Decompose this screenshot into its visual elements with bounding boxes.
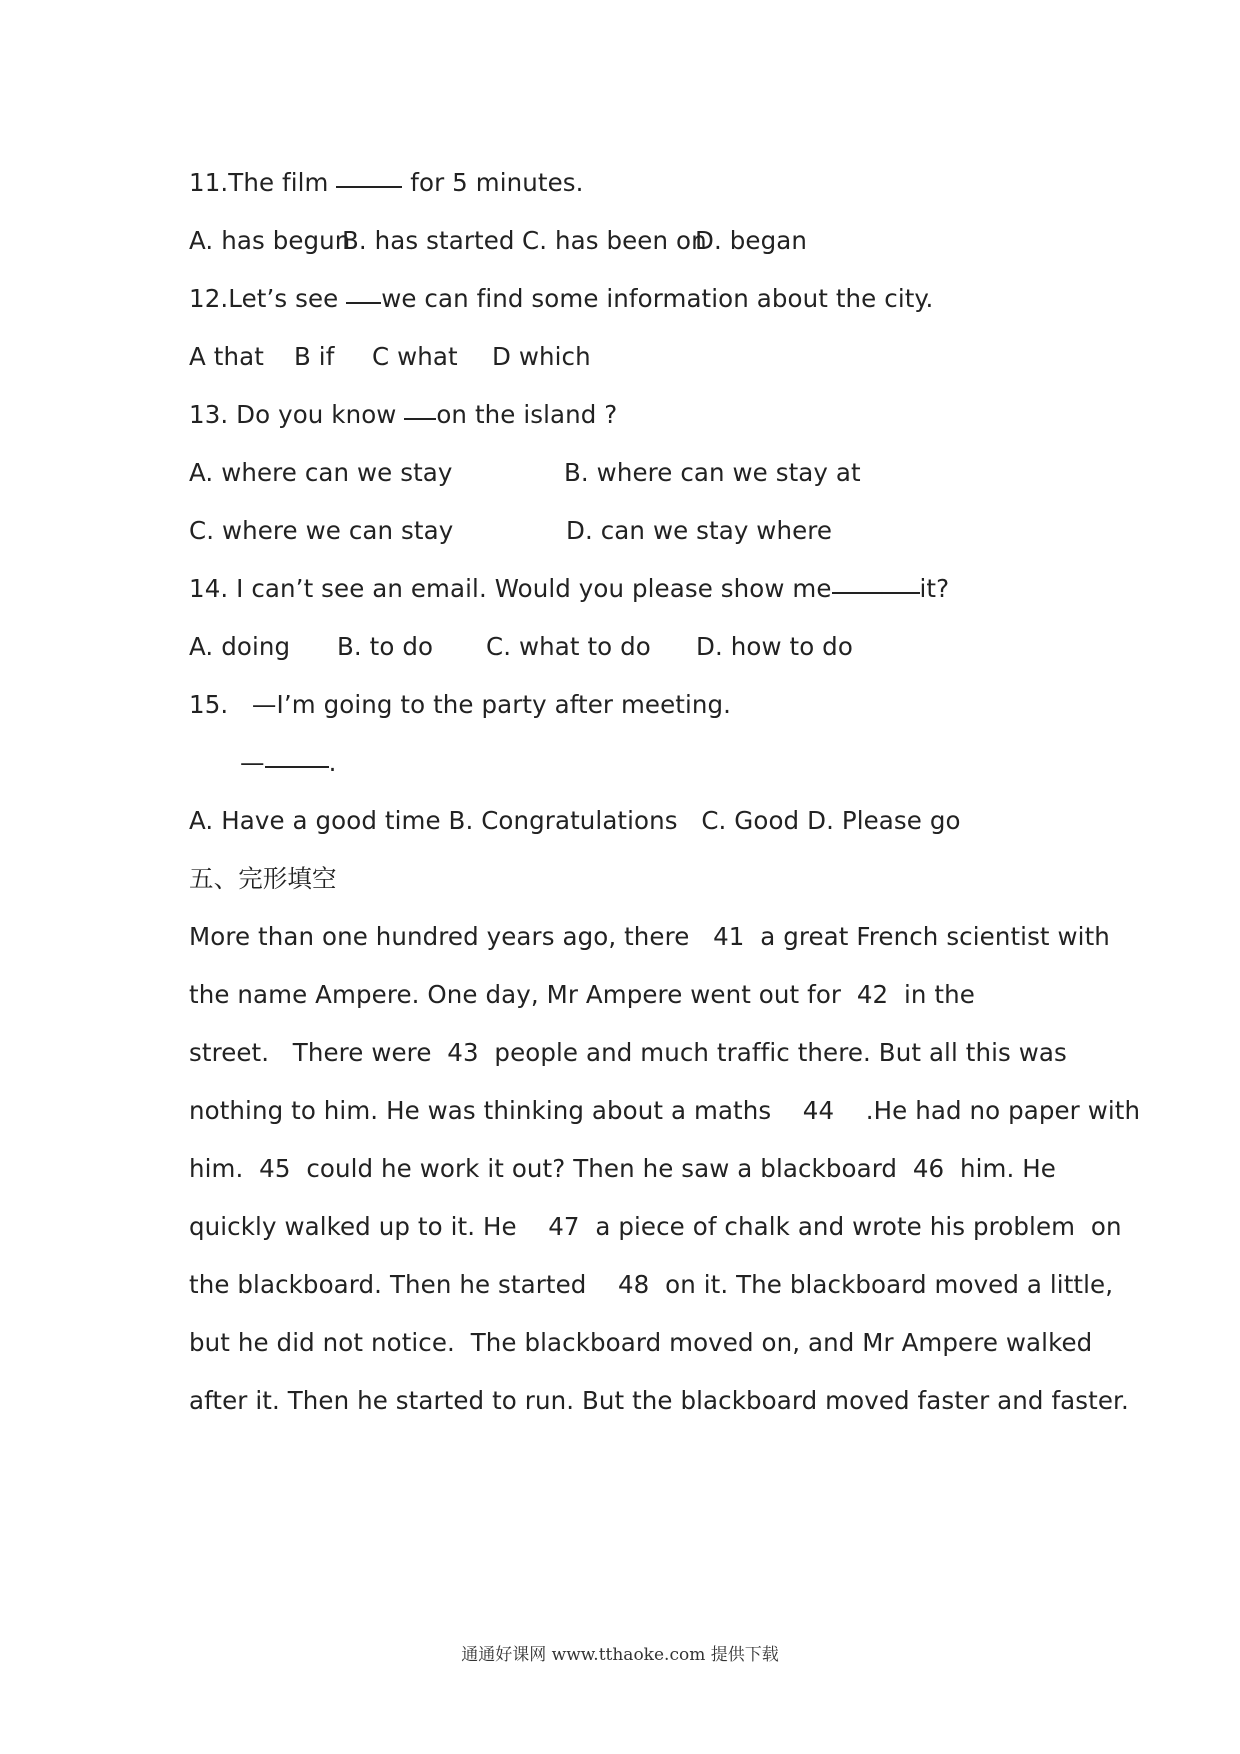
passage-line: quickly walked up to it. He 47 a piece of chalk and wrote his problem on [189, 1212, 1122, 1241]
question-12-options [189, 342, 591, 372]
answer-blank [404, 418, 436, 420]
passage-line: him. 45 could he work it out? Then he saw a blackboard 46 him. He [189, 1154, 1056, 1183]
option-d: D. how to do [696, 632, 853, 661]
option-c: C. what to do [486, 632, 651, 661]
answer-blank [265, 766, 329, 768]
option-d: D. can we stay where [566, 516, 833, 545]
option-d: D. began [695, 226, 807, 255]
option-d: D. Please go [807, 806, 961, 835]
answer-blank [832, 592, 920, 594]
question-15-stem: 15. —I’m going to the party after meeting. [189, 690, 732, 719]
option-c: C what [372, 342, 458, 371]
passage-line: More than one hundred years ago, there 41 a great French scientist with [189, 922, 1110, 951]
option-a: A. has begun [189, 226, 351, 255]
answer-blank [336, 186, 402, 188]
passage-line: but he did not notice. The blackboard moved on, and Mr Ampere walked [189, 1328, 1093, 1357]
question-13-stem: 13. Do you know on the island ? [189, 400, 618, 429]
passage-line: nothing to him. He was thinking about a maths 44 .He had no paper with [189, 1096, 1141, 1125]
option-a: A. doing [189, 632, 291, 661]
option-a: A that [189, 342, 264, 371]
question-13-options-cd [189, 516, 833, 546]
option-b: B. to do [337, 632, 434, 661]
option-a: A. Have a good time [189, 806, 441, 835]
passage-line: the blackboard. Then he started 48 on it. The blackboard moved a little, [189, 1270, 1114, 1299]
option-b: B if [294, 342, 335, 371]
question-14-options [189, 632, 853, 662]
option-a: A. where can we stay [189, 458, 453, 487]
question-11-options [189, 226, 807, 256]
option-d: D which [492, 342, 591, 371]
question-15-options [189, 806, 961, 836]
option-c: C. where we can stay [189, 516, 454, 545]
passage-line: street. There were 43 people and much traffic there. But all this was [189, 1038, 1067, 1067]
question-13-options-ab [189, 458, 861, 488]
option-b: B. Congratulations [448, 806, 678, 835]
option-b: B. has started [342, 226, 515, 255]
question-15-reply: — . [240, 748, 337, 777]
passage-line: after it. Then he started to run. But the blackboard moved faster and faster. [189, 1386, 1129, 1415]
question-12-stem: 12.Let’s see we can find some information about the city. [189, 284, 934, 313]
answer-blank [346, 302, 381, 304]
option-c: C. Good [701, 806, 800, 835]
passage-line: the name Ampere. One day, Mr Ampere went out for 42 in the [189, 980, 975, 1009]
page-footer: 通通好课网 www.tthaoke.com 提供下载 [461, 1645, 779, 1665]
question-14-stem: 14. I can’t see an email. Would you please show me it? [189, 574, 950, 603]
section-heading: 五、完形填空 [189, 864, 337, 893]
option-b: B. where can we stay at [564, 458, 861, 487]
question-11-stem: 11.The film for 5 minutes. [189, 168, 584, 197]
option-c: C. has been on [522, 226, 707, 255]
